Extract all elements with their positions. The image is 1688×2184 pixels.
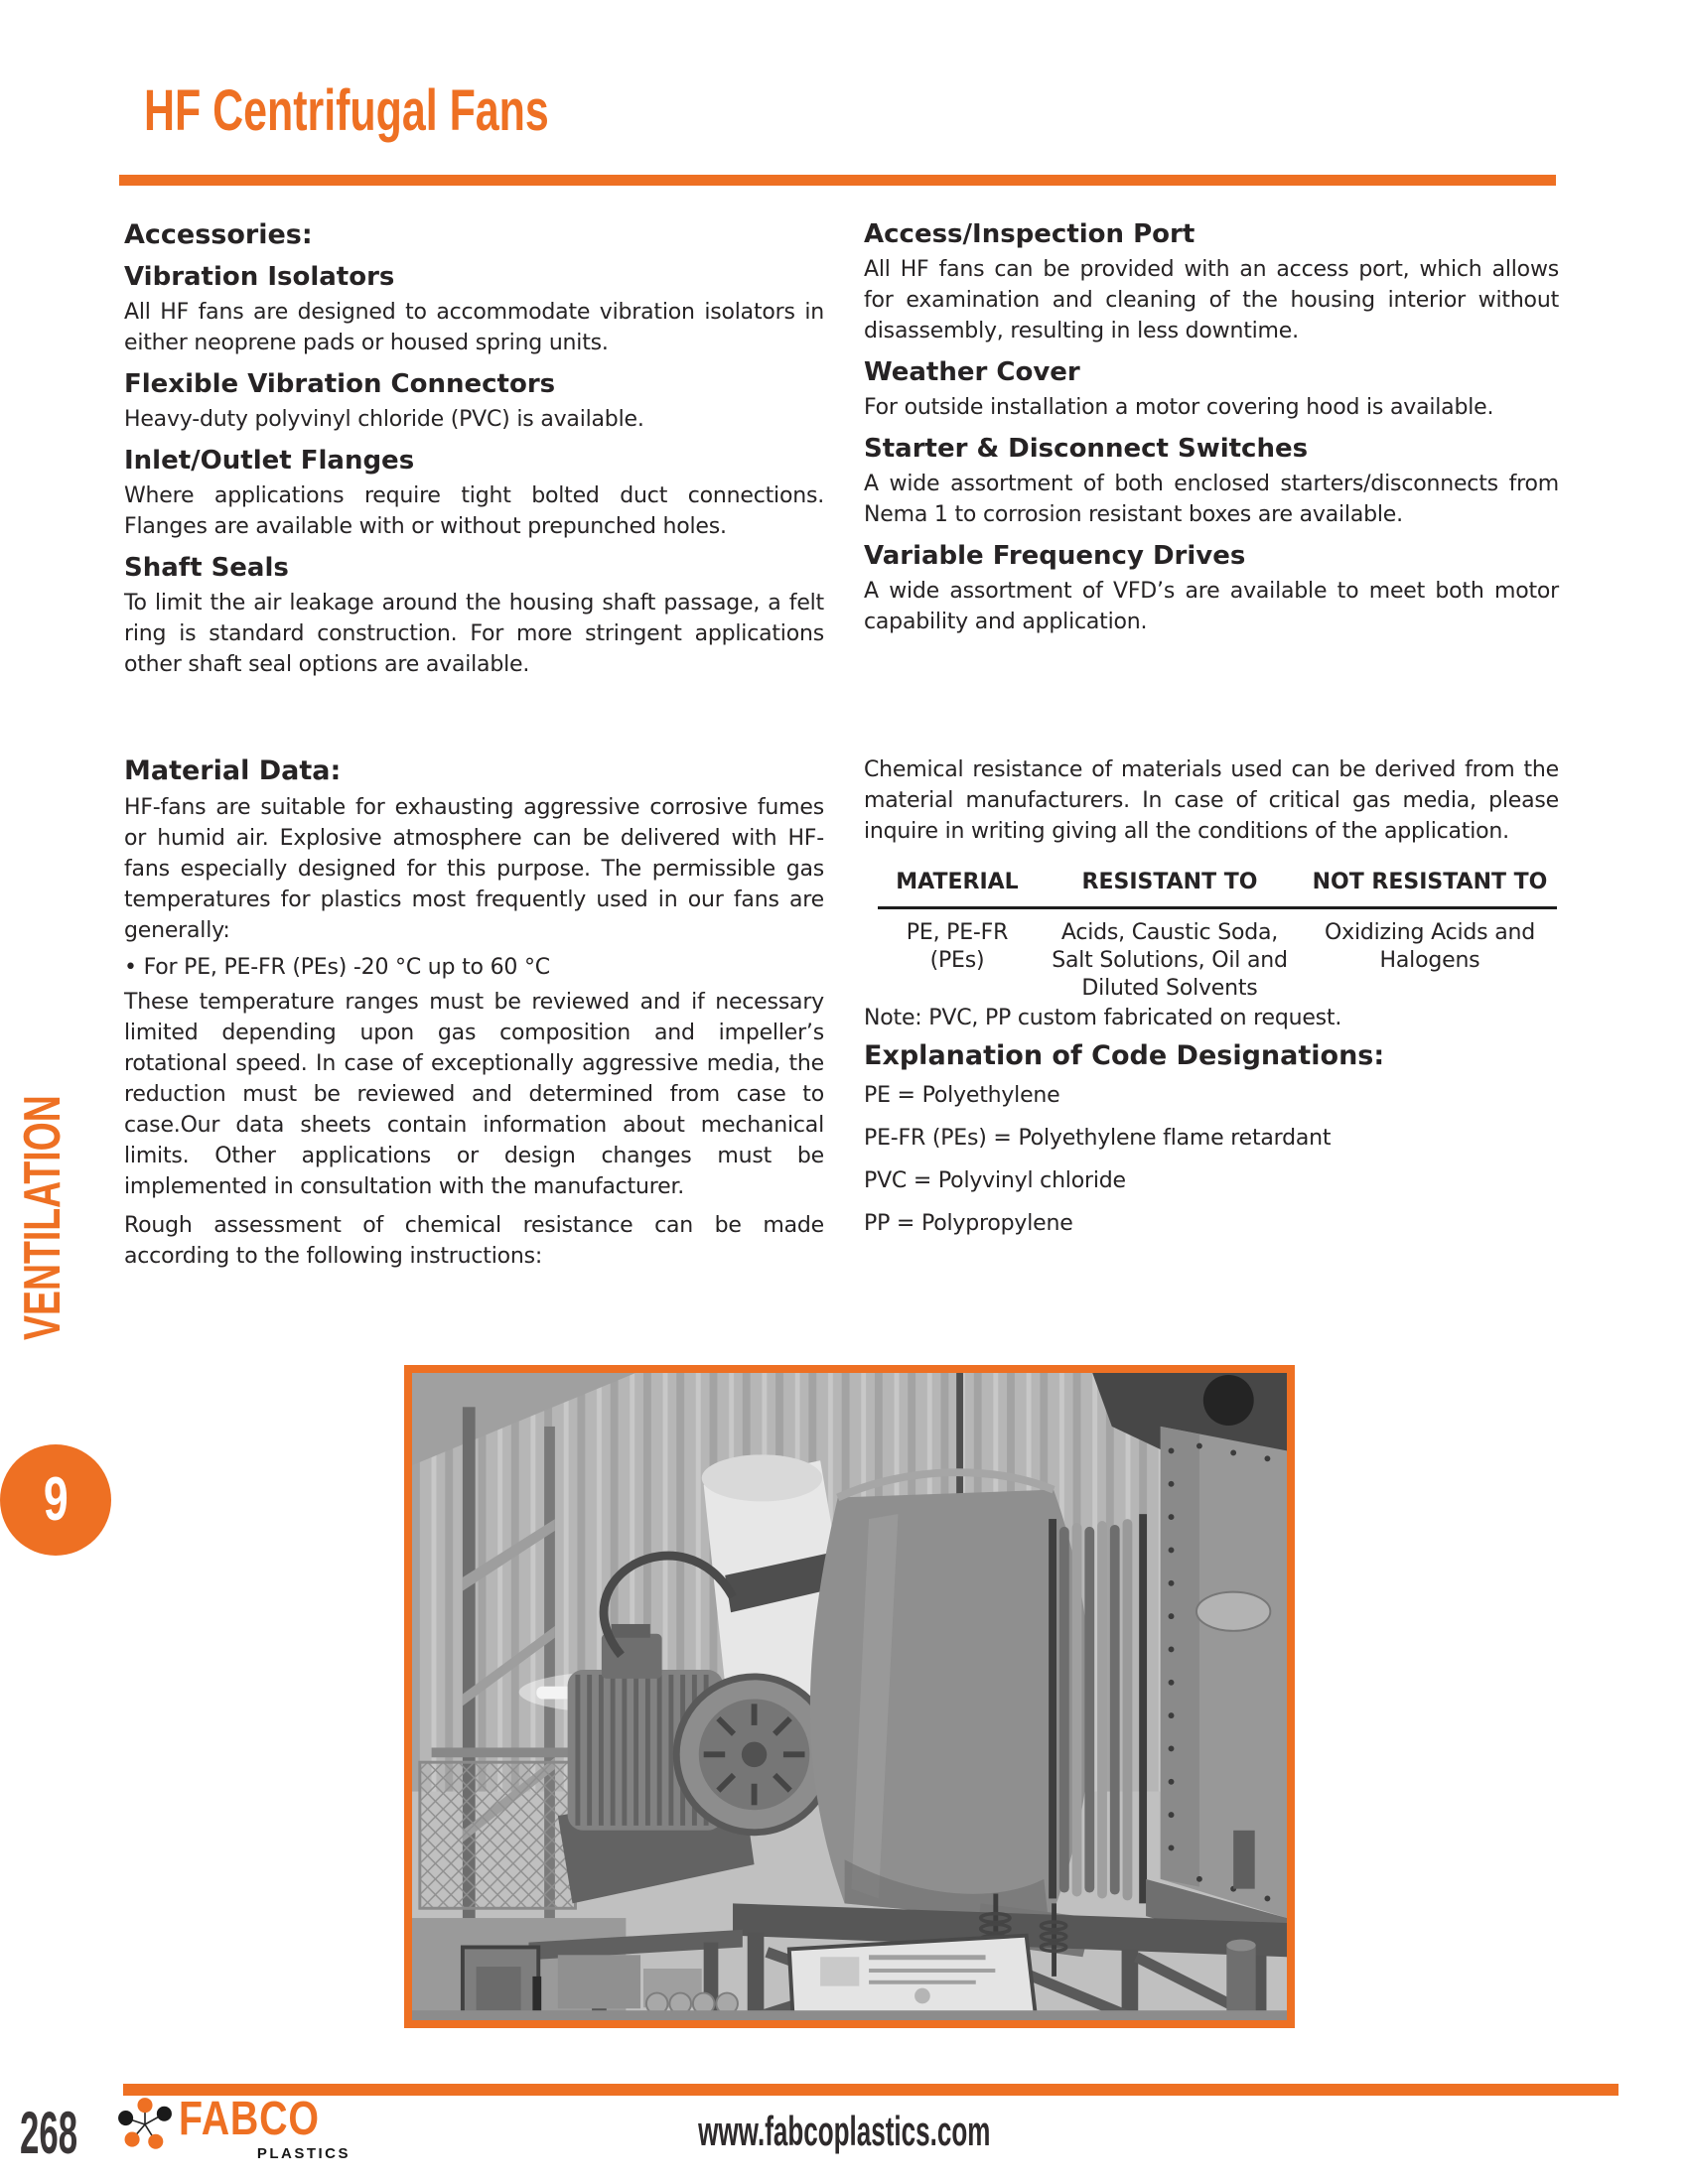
table-header-not-resistant: NOT RESISTANT TO xyxy=(1303,869,1557,909)
photo-sign-board xyxy=(789,1936,1037,2020)
sidebar-ventilation-label: VENTILATION xyxy=(14,1095,71,1341)
material-data-paragraph: These temperature ranges must be reviewed and if necessary limited depending upon gas composition and impeller’s rotational speed. In case of exceptionally aggressive media, the reduction must be reviewed and determined from case to case.Our data sheets contain information about mechanical limits. Other applications or design changes must be implemented in consultation with the manufacturer. xyxy=(124,990,824,1199)
section-body: A wide assortment of both enclosed starters/disconnects from Nema 1 to corrosion resistant boxes are available. xyxy=(864,472,1559,527)
page-title-text: HF Centrifugal Fans xyxy=(144,78,549,143)
table-cell-resistant: Acids, Caustic Soda, Salt Solutions, Oil and Diluted Solvents xyxy=(1052,920,1288,1001)
product-photo xyxy=(404,1365,1295,2028)
code-line: PE = Polyethylene xyxy=(864,1083,1060,1108)
section-body: All HF fans are designed to accommodate vibration isolators in either neoprene pads or housed spring units. xyxy=(124,300,824,355)
accessories-heading: Accessories: xyxy=(124,219,313,250)
page-title xyxy=(144,79,691,143)
table-header-material: MATERIAL xyxy=(878,869,1037,909)
section-title: Starter & Disconnect Switches xyxy=(864,434,1309,464)
photo-disconnect-box xyxy=(463,1947,541,2020)
table-cell-material: PE, PE-FR (PEs) xyxy=(906,920,1009,973)
chemical-resistance-paragraph: Chemical resistance of materials used can be derived from the material manufacturers. In case of critical gas media, please inquire in writing giving all the conditions of the application. xyxy=(864,757,1559,844)
material-data-column xyxy=(124,754,824,1278)
fabco-logo-subtext: PLASTICS xyxy=(256,2145,351,2162)
material-data-bullet: • For PE, PE-FR (PEs) -20 °C up to 60 °C xyxy=(124,955,550,980)
options-column xyxy=(864,218,1559,643)
material-data-paragraph: HF-fans are suitable for exhausting aggressive corrosive fumes or humid air. Explosive atmosphere can be delivered with HF-fans especially designed for this purpose. The permissible gas temperatures for plastics most frequently used in our fans are generally: xyxy=(124,795,824,943)
chapter-number: 9 xyxy=(43,1465,69,1534)
section-body: For outside installation a motor covering hood is available. xyxy=(864,395,1494,420)
material-data-heading: Material Data: xyxy=(124,755,342,786)
chemical-resistance-column xyxy=(864,754,1559,1248)
table-cell-not-resistant: Oxidizing Acids and Halogens xyxy=(1325,920,1535,973)
code-line: PE-FR (PEs) = Polyethylene flame retardant xyxy=(864,1126,1332,1151)
website-url: www.fabcoplastics.com xyxy=(697,2108,991,2154)
section-body: All HF fans can be provided with an access port, which allows for examination and cleaning of the housing interior without disassembly, resulting in less downtime. xyxy=(864,257,1559,343)
material-resistance-table xyxy=(878,869,1557,1003)
section-title: Inlet/Outlet Flanges xyxy=(124,446,415,476)
section-title: Access/Inspection Port xyxy=(864,219,1196,249)
section-title: Variable Frequency Drives xyxy=(864,541,1246,571)
section-title: Vibration Isolators xyxy=(124,262,395,292)
table-note: Note: PVC, PP custom fabricated on request. xyxy=(864,1006,1342,1030)
code-line: PVC = Polyvinyl chloride xyxy=(864,1168,1126,1193)
header-rule xyxy=(119,175,1556,186)
code-line: PP = Polypropylene xyxy=(864,1211,1073,1236)
section-title: Flexible Vibration Connectors xyxy=(124,369,556,399)
chapter-number-badge xyxy=(0,1444,111,1556)
code-designations-heading: Explanation of Code Designations: xyxy=(864,1040,1385,1071)
section-body: Where applications require tight bolted duct connections. Flanges are available with or without prepunched holes. xyxy=(124,483,824,539)
section-body: A wide assortment of VFD’s are available to meet both motor capability and application. xyxy=(864,579,1559,634)
table-header-resistant: RESISTANT TO xyxy=(1037,869,1303,909)
section-title: Shaft Seals xyxy=(124,553,289,583)
page-number: 268 xyxy=(20,2100,78,2166)
fabco-logo-text: FABCO PLASTICS xyxy=(179,2093,351,2162)
section-body: Heavy-duty polyvinyl chloride (PVC) is available. xyxy=(124,407,644,432)
section-body: To limit the air leakage around the housing shaft passage, a felt ring is standard construction. For more stringent applications other shaft seal options are available. xyxy=(124,591,824,677)
section-title: Weather Cover xyxy=(864,357,1080,387)
fan-photo-illustration xyxy=(412,1373,1287,2020)
accessories-column xyxy=(124,218,824,686)
photo-flex-connector xyxy=(1049,1514,1147,1903)
material-data-paragraph: Rough assessment of chemical resistance can be made according to the following instructions: xyxy=(124,1213,824,1269)
